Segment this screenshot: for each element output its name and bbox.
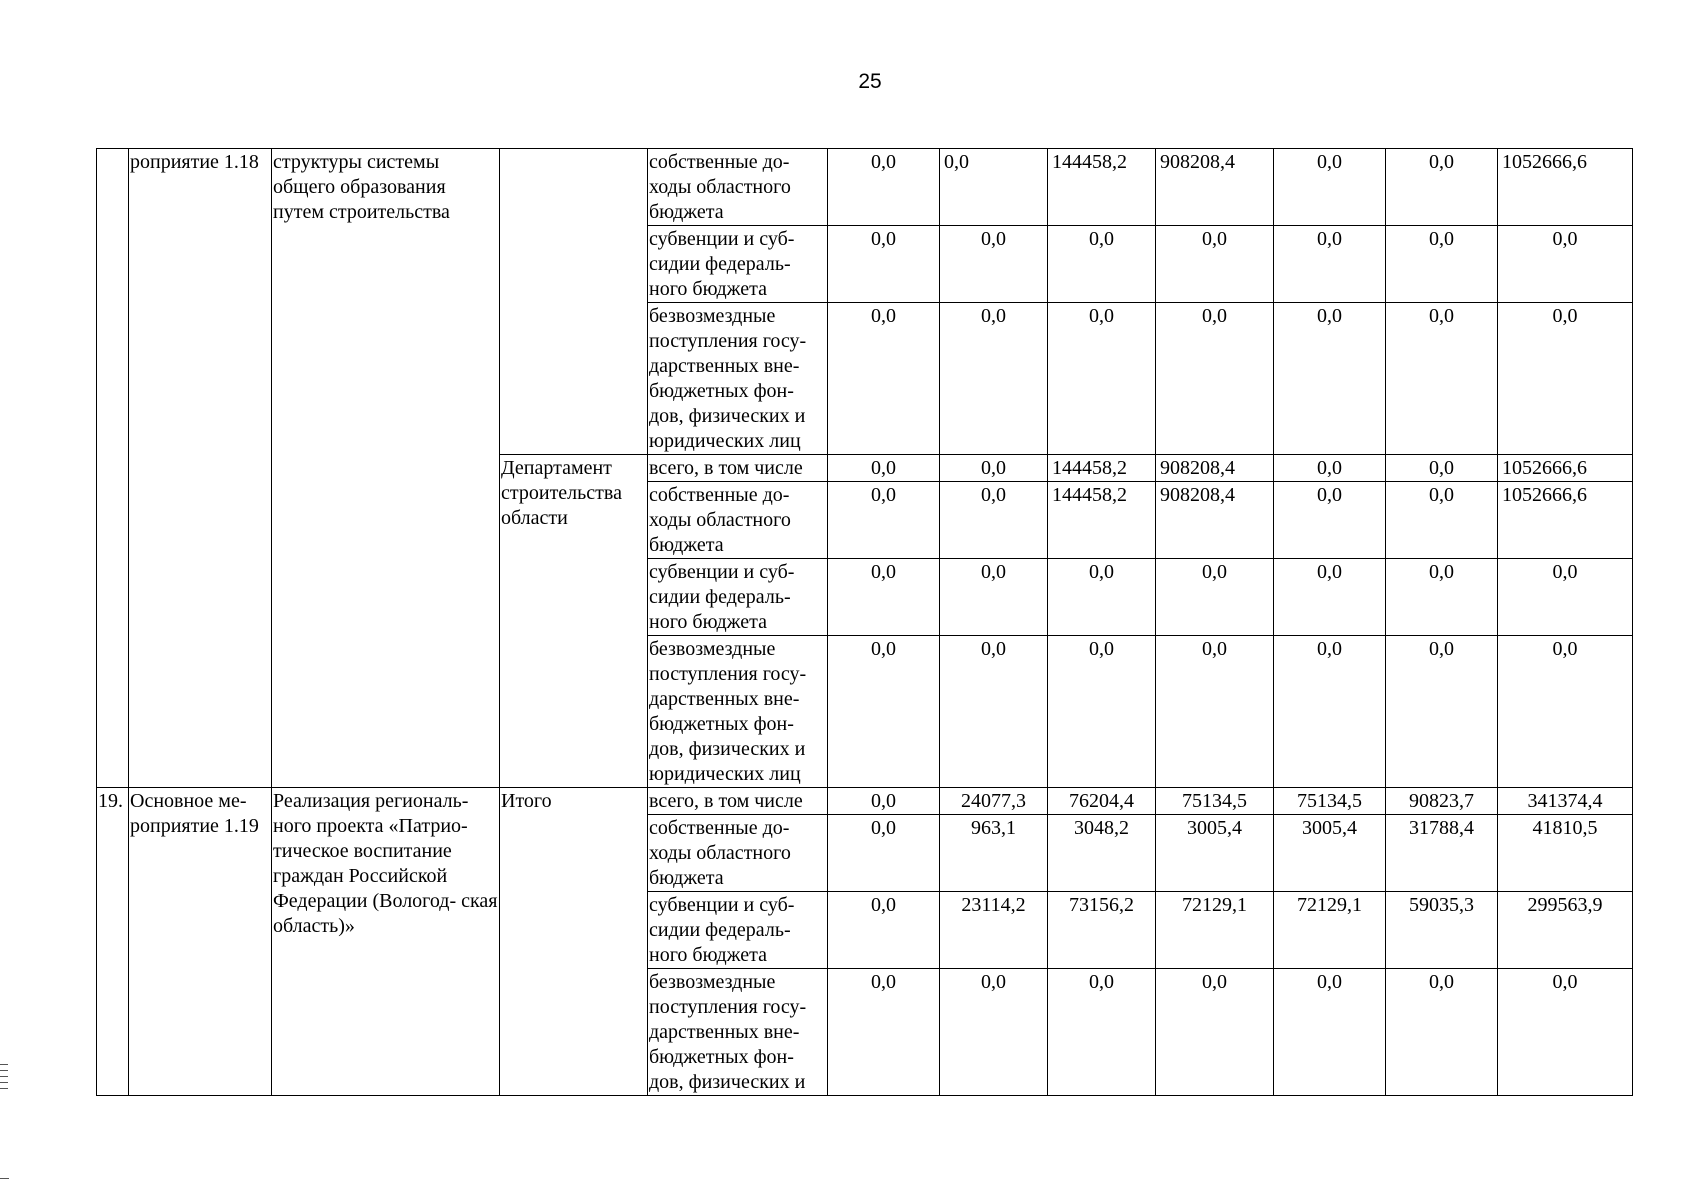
value-cell: 0,0 [828,303,940,455]
value-cell: 963,1 [940,815,1048,892]
value-cell: 0,0 [1048,559,1156,636]
value-cell: 299563,9 [1498,892,1633,969]
value-cell: 0,0 [1386,969,1498,1096]
value-cell: 0,0 [1386,636,1498,788]
value-cell: 24077,3 [940,788,1048,815]
value-cell: 1052666,6 [1498,149,1633,226]
value-cell: 23114,2 [940,892,1048,969]
value-cell: 341374,4 [1498,788,1633,815]
value-cell: 73156,2 [1048,892,1156,969]
program-name-cell: структуры системы общего образования путем строительства [272,149,500,788]
value-cell: 1052666,6 [1498,482,1633,559]
value-cell: 90823,7 [1386,788,1498,815]
value-cell: 0,0 [1048,303,1156,455]
value-cell: 0,0 [1498,969,1633,1096]
value-cell: 0,0 [1274,303,1386,455]
value-cell: 0,0 [1274,559,1386,636]
value-cell: 0,0 [1156,969,1274,1096]
source-cell: собственные до- ходы областного бюджета [648,149,828,226]
row-number-cell [97,149,129,788]
value-cell: 0,0 [940,969,1048,1096]
value-cell: 144458,2 [1048,455,1156,482]
executor-cell-empty [500,149,648,455]
value-cell: 76204,4 [1048,788,1156,815]
executor-cell: Департамент строительства области [500,455,648,788]
value-cell: 59035,3 [1386,892,1498,969]
value-cell: 1052666,6 [1498,455,1633,482]
value-cell: 0,0 [940,482,1048,559]
value-cell: 0,0 [940,226,1048,303]
value-cell: 3005,4 [1156,815,1274,892]
program-name-cell: Реализация региональ- ного проекта «Патрио- тическое воспитание граждан Российской Федерации (Вологод- ская область)» [272,788,500,1096]
value-cell: 0,0 [828,815,940,892]
value-cell: 0,0 [1386,482,1498,559]
value-cell: 0,0 [940,559,1048,636]
source-cell: субвенции и суб- сидии федераль- ного бюджета [648,226,828,303]
value-cell: 0,0 [1048,226,1156,303]
budget-table [96,148,1633,1096]
edge-tick [0,1178,9,1179]
value-cell: 908208,4 [1156,149,1274,226]
value-cell: 0,0 [1274,149,1386,226]
value-cell: 0,0 [1274,636,1386,788]
value-cell: 0,0 [1156,303,1274,455]
source-cell: собственные до- ходы областного бюджета [648,482,828,559]
value-cell: 0,0 [1274,455,1386,482]
source-cell: субвенции и суб- сидии федераль- ного бюджета [648,892,828,969]
value-cell: 0,0 [1386,149,1498,226]
value-cell: 31788,4 [1386,815,1498,892]
event-cell: роприятие 1.18 [129,149,272,788]
value-cell: 0,0 [828,892,940,969]
value-cell: 0,0 [828,559,940,636]
event-cell: Основное ме- роприятие 1.19 [129,788,272,1096]
value-cell: 0,0 [1386,303,1498,455]
source-cell: безвозмездные поступления госу- дарственных вне- бюджетных фон- дов, физических и юридических лиц [648,636,828,788]
value-cell: 0,0 [1386,226,1498,303]
value-cell: 0,0 [828,482,940,559]
scan-marks [0,1064,8,1094]
value-cell: 3005,4 [1274,815,1386,892]
table-body [97,149,1633,1096]
table-row [97,149,1633,226]
source-cell: безвозмездные поступления госу- дарственных вне- бюджетных фон- дов, физических и [648,969,828,1096]
value-cell: 75134,5 [1274,788,1386,815]
value-cell: 0,0 [828,969,940,1096]
value-cell: 0,0 [1156,559,1274,636]
value-cell: 0,0 [1498,636,1633,788]
source-cell: всего, в том числе [648,788,828,815]
source-cell: собственные до- ходы областного бюджета [648,815,828,892]
value-cell: 41810,5 [1498,815,1633,892]
executor-cell: Итого [500,788,648,1096]
source-cell: всего, в том числе [648,455,828,482]
row-number-cell: 19. [97,788,129,1096]
value-cell: 0,0 [940,303,1048,455]
value-cell: 3048,2 [1048,815,1156,892]
value-cell: 144458,2 [1048,149,1156,226]
source-cell: субвенции и суб- сидии федераль- ного бюджета [648,559,828,636]
value-cell: 72129,1 [1156,892,1274,969]
value-cell: 0,0 [1498,559,1633,636]
value-cell: 75134,5 [1156,788,1274,815]
value-cell: 0,0 [828,788,940,815]
value-cell: 0,0 [828,226,940,303]
value-cell: 908208,4 [1156,455,1274,482]
value-cell: 0,0 [1498,226,1633,303]
table-row [97,788,1633,815]
value-cell: 144458,2 [1048,482,1156,559]
page-number: 25 [858,70,882,93]
value-cell: 0,0 [940,636,1048,788]
value-cell: 0,0 [1386,455,1498,482]
value-cell: 0,0 [1156,636,1274,788]
value-cell: 0,0 [828,149,940,226]
value-cell: 0,0 [940,455,1048,482]
value-cell: 0,0 [1048,969,1156,1096]
value-cell: 908208,4 [1156,482,1274,559]
value-cell: 0,0 [1274,482,1386,559]
value-cell: 0,0 [1274,969,1386,1096]
value-cell: 0,0 [1048,636,1156,788]
value-cell: 0,0 [1386,559,1498,636]
value-cell: 0,0 [1274,226,1386,303]
source-cell: безвозмездные поступления госу- дарственных вне- бюджетных фон- дов, физических и юридических лиц [648,303,828,455]
value-cell: 0,0 [828,636,940,788]
value-cell: 72129,1 [1274,892,1386,969]
value-cell: 0,0 [1498,303,1633,455]
value-cell: 0,0 [1156,226,1274,303]
value-cell: 0,0 [940,149,1048,226]
value-cell: 0,0 [828,455,940,482]
